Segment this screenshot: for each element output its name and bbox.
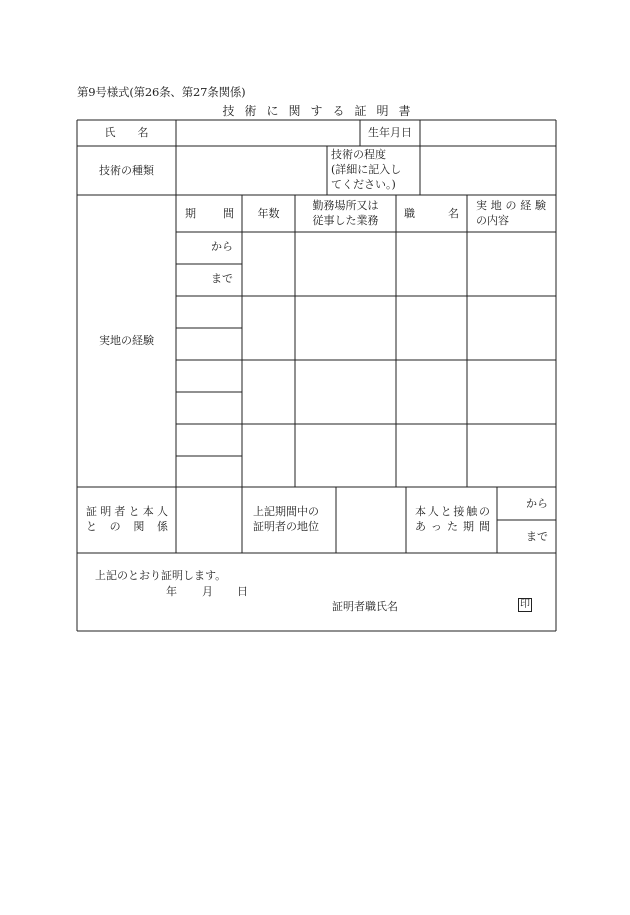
contact-to-label: まで [526, 530, 548, 543]
birthdate-field[interactable] [422, 122, 554, 144]
period-header: 期 間 [185, 207, 234, 220]
contact-from-label: から [526, 497, 548, 510]
seal-mark: 印 [520, 599, 530, 610]
form-number: 第9号様式(第26条、第27条関係) [77, 85, 246, 99]
technology-degree-label-line1: 技術の程度 [331, 148, 386, 161]
certifier-name-label: 証明者職氏名 [332, 600, 398, 613]
date-year-label: 年 [166, 585, 177, 598]
period-to-label: まで [211, 272, 233, 285]
certifier-position-field[interactable] [338, 489, 404, 551]
technology-type-field[interactable] [178, 148, 325, 193]
workplace-header-line1: 勤務場所又は [312, 199, 379, 212]
content-header-line2: の内容 [476, 214, 509, 227]
technology-degree-label-line3: てください。) [331, 178, 396, 191]
experience-section-label: 実地の経験 [99, 334, 154, 347]
date-month-label: 月 [202, 585, 213, 598]
years-header: 年数 [257, 207, 280, 220]
relation-field[interactable] [178, 489, 240, 551]
document-title: 技術に関する証明書 [222, 104, 421, 118]
technology-degree-label-line2: (詳細に記入し [331, 163, 402, 176]
certification-statement: 上記のとおり証明します。 [95, 569, 227, 582]
technology-degree-field[interactable] [422, 148, 554, 193]
workplace-header-line2: 従事した業務 [312, 214, 379, 227]
date-day-label: 日 [237, 585, 248, 598]
contact-period-label-line1: 本人と接触の [415, 505, 490, 518]
birthdate-label: 生年月日 [368, 126, 412, 139]
position-header: 職 名 [404, 207, 459, 220]
name-label: 氏 名 [104, 126, 149, 139]
name-field[interactable] [178, 122, 358, 144]
certifier-position-label-line1: 上記期間中の [253, 505, 319, 518]
content-header-line1: 実地の経験 [476, 199, 546, 212]
technology-type-label: 技術の種類 [99, 164, 154, 177]
period-from-label: から [211, 240, 233, 253]
certifier-position-label-line2: 証明者の地位 [253, 520, 319, 533]
relation-label-line1: 証明者と本人 [86, 505, 168, 518]
relation-label-line2: との関係 [86, 520, 168, 533]
contact-period-label-line2: あった期間 [415, 520, 490, 533]
